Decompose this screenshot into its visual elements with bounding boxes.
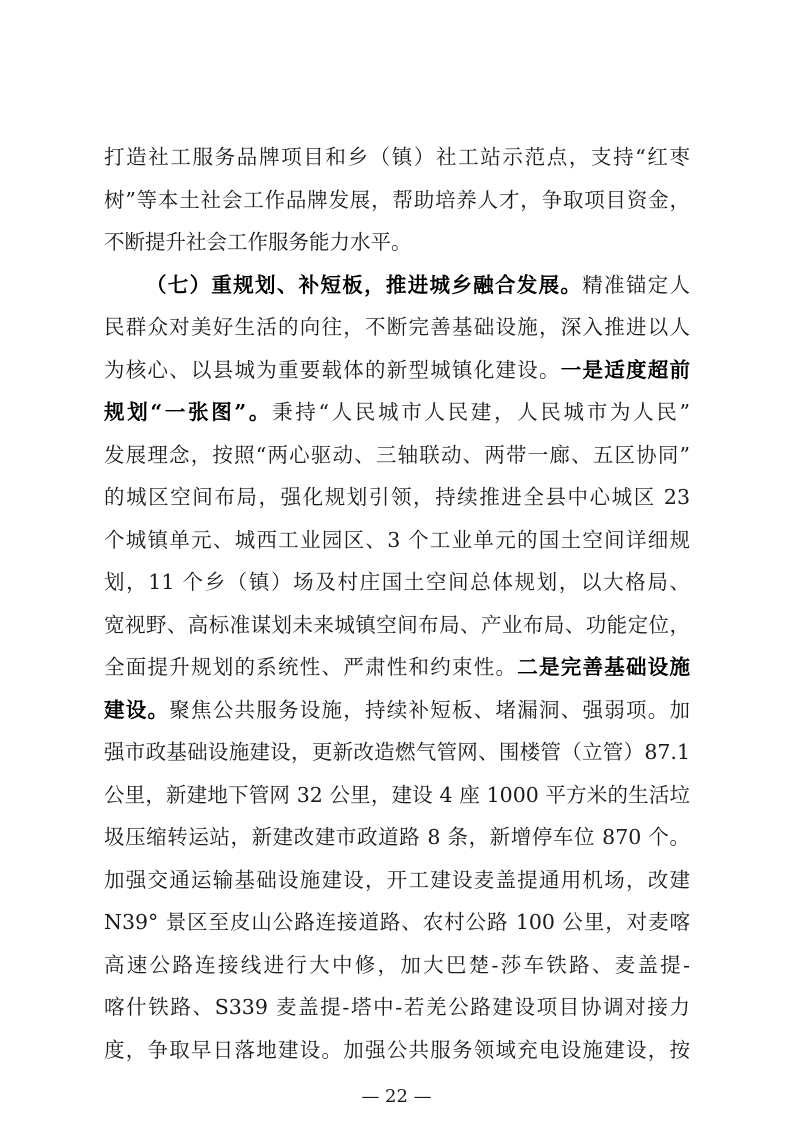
page-number: — 22 — <box>361 1086 432 1107</box>
text-line-20: 高速公路连接线进行大中修，加大巴楚-莎车铁路、麦盖提- <box>104 953 690 977</box>
text-line-10: 个城镇单元、城西工业园区、3 个工业单元的国土空间详细规 <box>104 528 690 552</box>
text-line-5: 民群众对美好生活的向往，不断完善基础设施，深入推进以人 <box>104 315 690 339</box>
text-line-19: N39° 景区至皮山公路连接道路、农村公路 100 公里，对麦喀 <box>104 910 690 934</box>
sub-heading-1: 一是适度超前 <box>560 358 690 382</box>
text-line-16: 公里，新建地下管网 32 公里，建设 4 座 1000 平方米的生活垃 <box>104 783 690 807</box>
text-line-11: 划，11 个乡（镇）场及村庄国土空间总体规划，以大格局、 <box>104 570 690 594</box>
text-line-6: 为核心、以县城为重要载体的新型城镇化建设。一是适度超前 <box>104 358 690 382</box>
text-line-7: 规划“一张图”。秉持“人民城市人民建，人民城市为人民” <box>104 400 690 424</box>
text-line-15: 强市政基础设施建设，更新改造燃气管网、围楼管（立管）87.1 <box>104 740 690 764</box>
section-heading-7: （七）重规划、补短板，推进城乡融合发展。 <box>146 273 583 297</box>
text-line-21: 喀什铁路、S339 麦盖提-塔中-若羌公路建设项目协调对接力 <box>104 995 690 1019</box>
text-line-9: 的城区空间布局，强化规划引领，持续推进全县中心城区 23 <box>104 485 690 509</box>
sub-heading-2: 二是完善基础设施 <box>517 655 690 679</box>
text-line-8: 发展理念，按照“两心驱动、三轴联动、两带一廊、五区协同” <box>104 443 690 467</box>
text-line-14: 建设。聚焦公共服务设施，持续补短板、堵漏洞、强弱项。加 <box>104 698 690 722</box>
text-line-12: 宽视野、高标准谋划未来城镇空间布局、产业布局、功能定位， <box>104 613 690 637</box>
text-line-2: 树”等本土社会工作品牌发展，帮助培养人才，争取项目资金， <box>104 188 690 212</box>
sub-heading-1-cont: 规划“一张图”。 <box>104 400 273 424</box>
text-line-13: 全面提升规划的系统性、严肃性和约束性。二是完善基础设施 <box>104 655 690 679</box>
text-line-18: 加强交通运输基础设施建设，开工建设麦盖提通用机场，改建 <box>104 868 690 892</box>
text-line-17: 圾压缩转运站，新建改建市政道路 8 条，新增停车位 870 个。 <box>104 825 690 849</box>
text-line-4: （七）重规划、补短板，推进城乡融合发展。精准锚定人 <box>146 273 690 297</box>
text-line-3: 不断提升社会工作服务能力水平。 <box>104 230 412 254</box>
text-line-22: 度，争取早日落地建设。加强公共服务领域充电设施建设，按 <box>104 1038 690 1062</box>
text-line-1: 打造社工服务品牌项目和乡（镇）社工站示范点，支持“红枣 <box>104 145 690 169</box>
sub-heading-2-cont: 建设。 <box>104 698 170 722</box>
